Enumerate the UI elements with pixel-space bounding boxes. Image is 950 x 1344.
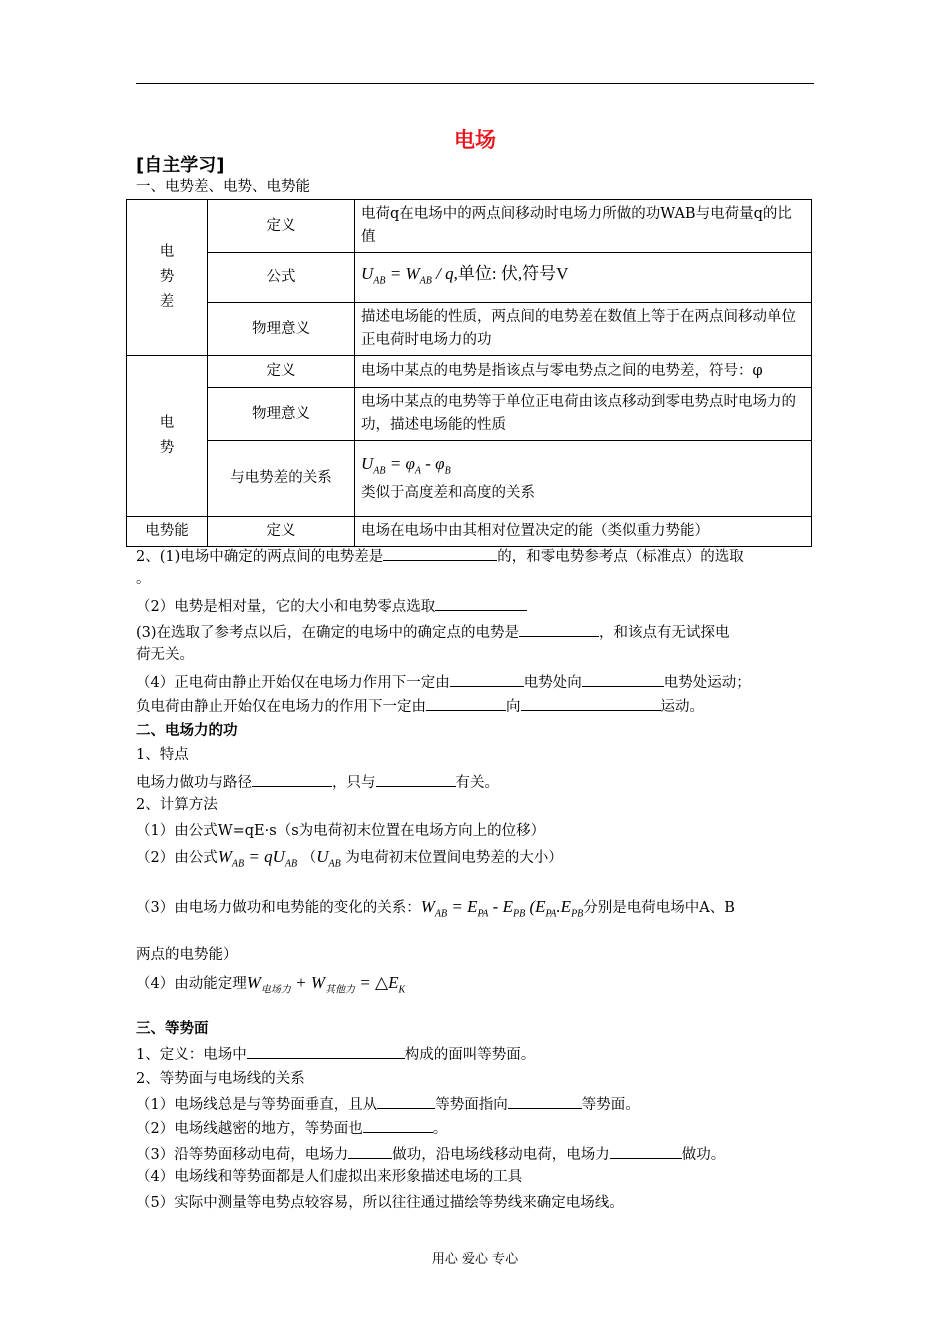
blank[interactable]	[348, 1144, 392, 1159]
pe-def-label: 定义	[208, 517, 355, 547]
potential-meaning-label: 物理意义	[208, 388, 355, 441]
q2-4a: （4）正电荷由静止开始仅在电场力作用下一定由 电势处向 电势处运动；	[136, 672, 751, 692]
blank[interactable]	[377, 1094, 435, 1109]
blank[interactable]	[610, 1144, 682, 1159]
potential-relation-note: 类似于高度差和高度的关系	[361, 485, 535, 502]
part2-calc-4: （4）由动能定理$W_{电场力} + W_{其他力}$ = $\triangle E_K$	[136, 973, 406, 996]
q2-2: （2）电势是相对量，它的大小和电势零点选取	[136, 596, 527, 616]
potential-def-label: 定义	[208, 356, 355, 388]
q2-1: 2、(1)电场中确定的两点间的电势差是 的，和零电势参考点（标准点）的选取	[136, 546, 744, 566]
header-rule	[136, 83, 814, 84]
part3-r2: （2）电场线越密的地方，等势面也 。	[136, 1118, 447, 1138]
part3-r5: （5）实际中测量等电势点较容易，所以往往通过描绘等势线来确定电场线。	[136, 1195, 624, 1211]
q2-4b: 负电荷由静止开始仅在电场力的作用下一定由 向 运动。	[136, 696, 704, 716]
potential-relation-label: 与电势差的关系	[208, 441, 355, 517]
part2-calc-2: （2）由公式$W_{AB} = qU_{AB}$ （$U_{AB}$ 为电荷初末位置间电势差的大小）	[136, 847, 563, 870]
part2-feature: 电场力做功与路径 ，只与 有关。	[136, 772, 499, 792]
part3-rel-title: 2、等势面与电场线的关系	[136, 1071, 305, 1087]
section-heading: [自主学习]	[136, 155, 225, 176]
part3-heading: 三、等势面	[136, 1021, 209, 1037]
blank[interactable]	[252, 772, 332, 787]
part2-heading: 二、电场力的功	[136, 723, 238, 739]
blank[interactable]	[519, 622, 599, 637]
pd-group-label: 电 势 差	[127, 200, 208, 356]
pd-meaning-label: 物理意义	[208, 303, 355, 356]
potential-group-label: 电 势	[127, 356, 208, 517]
blank[interactable]	[508, 1094, 582, 1109]
pd-def-label: 定义	[208, 200, 355, 253]
blank[interactable]	[426, 696, 506, 711]
potential-relation-formula: $U_{AB} = \varphi_A - \varphi_B$	[361, 453, 451, 477]
part3-r1: （1）电场线总是与等势面垂直，且从 等势面指向 等势面。	[136, 1094, 640, 1114]
blank[interactable]	[582, 672, 664, 687]
part3-def: 1、定义：电场中 构成的面叫等势面。	[136, 1044, 535, 1064]
q2-1-end: 。	[136, 571, 151, 587]
blank[interactable]	[521, 696, 661, 711]
energy-formula: $W_{AB} = E_{PA} - E_{PB}$ ($E_{PA}.E_{PB}$	[420, 897, 584, 920]
pd-formula: $U_{AB} = W_{AB} / q$,单位: 伏,符号V	[355, 253, 812, 303]
page-title: 电场	[454, 128, 496, 152]
part2-calc-3-cont: 两点的电势能）	[136, 947, 238, 963]
part2-calc-3: （3）由电场力做功和电势能的变化的关系：$W_{AB} = E_{PA} - E_{PB}$ ($E_{PA}.E_{PB}$分别是电荷电场中A、B	[136, 897, 735, 920]
kinetic-formula: $W_{电场力} + W_{其他力}$ = $\triangle E_K$	[246, 973, 406, 996]
concept-table	[126, 199, 812, 547]
blank[interactable]	[435, 596, 527, 611]
part2-calc-1: （1）由公式W=qE·s（s为电荷初末位置在电场方向上的位移）	[136, 823, 546, 839]
blank[interactable]	[247, 1044, 405, 1059]
part2-calc-title: 2、计算方法	[136, 797, 218, 813]
part3-r3: （3）沿等势面移动电荷，电场力 做功，沿电场线移动电荷，电场力 做功。	[136, 1144, 725, 1164]
pe-def-content: 电场在电场中由其相对位置决定的能（类似重力势能）	[355, 517, 812, 547]
blank[interactable]	[376, 772, 456, 787]
work-formula: $W_{AB} = qU_{AB}$	[217, 847, 298, 870]
part2-feature-title: 1、特点	[136, 747, 189, 763]
q2-3: (3)在选取了参考点以后，在确定的电场中的确定点的电势是 ，和该点有无试探电	[136, 622, 730, 642]
potential-def-content: 电场中某点的电势是指该点与零电势点之间的电势差，符号：φ	[355, 356, 812, 388]
blank[interactable]	[383, 546, 497, 561]
blank[interactable]	[450, 672, 524, 687]
blank[interactable]	[363, 1118, 433, 1133]
q2-3-cont: 荷无关。	[136, 647, 194, 663]
pd-formula-label: 公式	[208, 253, 355, 303]
part3-r4: （4）电场线和等势面都是人们虚拟出来形象描述电场的工具	[136, 1169, 523, 1185]
pe-group-label: 电势能	[127, 517, 208, 547]
pd-meaning-content: 描述电场能的性质，两点间的电势差在数值上等于在两点间移动单位正电荷时电场力的功	[355, 303, 812, 356]
potential-relation-content	[355, 441, 812, 517]
pd-def-content: 电荷q在电场中的两点间移动时电场力所做的功WAB与电荷量q的比值	[355, 200, 812, 253]
page-footer: 用心 爱心 专心	[431, 1252, 519, 1267]
potential-meaning-content: 电场中某点的电势等于单位正电荷由该点移动到零电势点时电场力的功，描述电场能的性质	[355, 388, 812, 441]
part1-heading: 一、电势差、电势、电势能	[136, 179, 310, 195]
